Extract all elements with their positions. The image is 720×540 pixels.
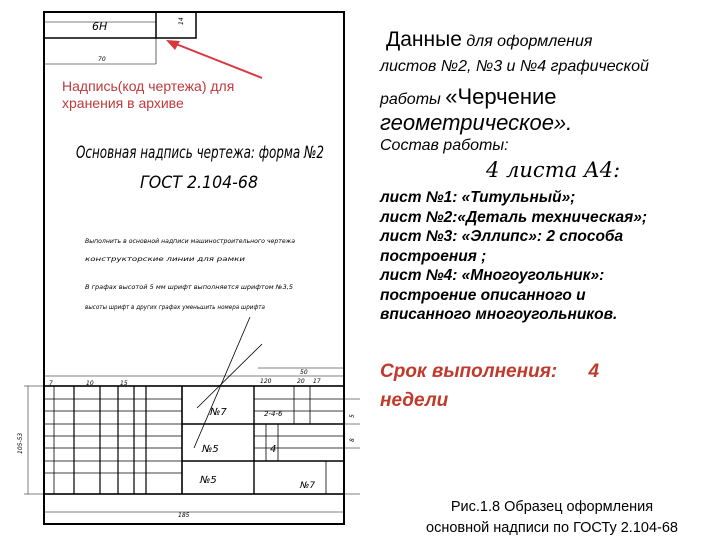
deadline-label	[380, 361, 599, 383]
title-block	[24, 368, 360, 518]
cell-code: 2-4-6	[264, 410, 283, 418]
dim-7-label: 7	[49, 380, 53, 387]
cell-num-4: 4	[270, 444, 277, 455]
dim-105-53-label: 105-53	[17, 432, 24, 454]
work-line	[380, 84, 557, 110]
sheet-item-3-cont: построения ;	[380, 247, 487, 265]
data-heading-big: Данные	[386, 28, 462, 51]
work-composition: Состав работы:	[380, 137, 509, 154]
dim-70-label: 70	[98, 56, 106, 63]
data-heading-rest: для оформления	[461, 33, 593, 50]
sheet-item-3: лист №3: «Эллипс»: 2 способа	[380, 228, 624, 245]
annotation-line1: Надпись(код чертежа) для	[62, 78, 235, 94]
cell-num-5a: №5	[202, 444, 219, 455]
dim-17-label: 17	[313, 378, 321, 385]
dim-8-label: 8	[349, 438, 356, 442]
archive-code-box	[44, 12, 196, 64]
dim-20-label: 20	[297, 378, 305, 385]
work-line-start: работы	[380, 91, 446, 108]
cell-num-7: №7	[210, 407, 227, 418]
cell-num-7b: №7	[300, 481, 316, 491]
dim-185-label: 185	[178, 512, 190, 519]
sheet-item-4: лист №4: «Многоугольник»:	[380, 267, 605, 284]
figure-caption	[392, 497, 712, 539]
sheets-line: листов №2, №3 и №4 графической	[380, 58, 649, 75]
deadline-number: 4	[588, 361, 600, 382]
sheet-item-1: лист №1: «Титульный»;	[380, 189, 576, 206]
note1-line2: конструкторские линии для рамки	[85, 256, 246, 263]
dim-14-label: 14	[178, 17, 185, 25]
note2-line2: высоты шрифт в других графах уменьшить номера шрифта	[85, 304, 266, 311]
data-heading	[386, 28, 592, 52]
drawing-title-line2: ГОСТ 2.104-68	[140, 173, 259, 193]
annotation-line2: хранения в архиве	[62, 95, 184, 111]
sheets-count: 4 листа А4:	[486, 158, 621, 182]
deadline-text: Срок выполнения:	[380, 361, 558, 382]
caption-line2: основной надписи по ГОСТу 2.104-68	[426, 520, 678, 536]
sheet-item-2: лист №2:«Деталь техническая»;	[380, 208, 648, 226]
drawing-title-line1: Основная надпись чертежа: форма №2	[76, 143, 324, 163]
note2-line1: В графах высотой 5 мм шрифт выполняется шрифтом №3,5	[85, 284, 294, 291]
deadline-weeks: недели	[380, 390, 449, 411]
note1-line1: Выполнить в основной надписи машиностроительного чертежа	[85, 238, 296, 245]
caption-line1: Рис.1.8 Образец оформления	[450, 499, 654, 515]
work-title-end: геометрическое».	[380, 110, 573, 135]
sheet-list	[380, 188, 647, 325]
cell-num-5b: №5	[200, 475, 217, 486]
work-title: «Черчение	[445, 84, 557, 109]
dim-10-label: 10	[86, 380, 94, 387]
archive-annotation	[62, 78, 292, 112]
code-box-label: 6Н	[92, 20, 108, 33]
dim-5-label: 5	[349, 414, 356, 418]
sheet-item-4-cont2: вписанного многоугольников.	[380, 306, 618, 323]
sheet-item-4-cont1: построение описанного и	[380, 286, 586, 304]
annotation-arrow	[166, 40, 262, 78]
dim-15-label: 15	[120, 380, 128, 387]
leader-lines	[194, 317, 262, 448]
dim-50-label: 50	[300, 369, 308, 376]
dim-120-label: 120	[260, 378, 272, 385]
